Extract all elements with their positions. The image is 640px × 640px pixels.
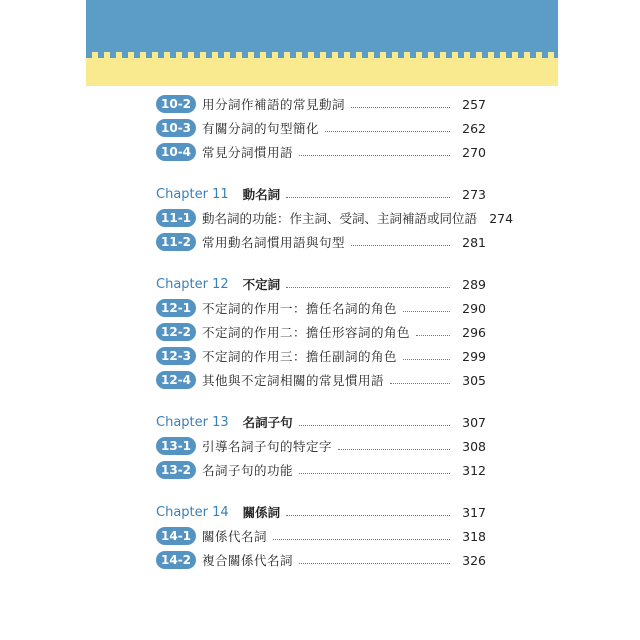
chapter-title: 動名詞 [242, 187, 281, 202]
toc-chapter-row[interactable] [156, 410, 486, 434]
dot-leader [351, 106, 450, 108]
chapter-title: 關係詞 [242, 505, 281, 520]
header-band-edge [86, 52, 558, 58]
section-number-badge: 14-2 [156, 551, 196, 569]
page-number: 318 [462, 528, 486, 544]
toc-section-row[interactable] [156, 434, 486, 458]
dot-leader [403, 358, 450, 360]
dot-leader [286, 196, 450, 198]
section-number-badge: 10-2 [156, 95, 196, 113]
dot-leader [325, 130, 450, 132]
chapter-label: Chapter 12 [156, 276, 229, 292]
group-spacer [156, 482, 486, 500]
toc-section-row[interactable] [156, 206, 514, 230]
dot-leader [286, 514, 450, 516]
section-number-badge: 13-2 [156, 461, 196, 479]
chapter-label: Chapter 11 [156, 186, 229, 202]
header-yellow-band [86, 54, 558, 86]
page-number: 274 [489, 210, 514, 226]
chapter-label: Chapter 14 [156, 504, 229, 520]
section-number-badge: 12-3 [156, 347, 196, 365]
toc-chapter-row[interactable] [156, 500, 486, 524]
toc-section-row[interactable] [156, 116, 486, 140]
section-title: 不定詞的作用二：擔任形容詞的角色 [202, 325, 411, 340]
section-title: 常見分詞慣用語 [202, 145, 294, 160]
dot-leader [416, 334, 450, 336]
section-title: 名詞子句的功能 [202, 463, 294, 478]
dot-leader [299, 562, 450, 564]
section-number-badge: 14-1 [156, 527, 196, 545]
group-spacer [156, 164, 486, 182]
page-number: 290 [462, 300, 486, 316]
section-number-badge: 11-2 [156, 233, 196, 251]
page-number: 308 [462, 438, 486, 454]
toc-section-row[interactable] [156, 140, 486, 164]
toc-section-row[interactable] [156, 524, 486, 548]
page-number: 281 [462, 234, 486, 250]
section-title: 常用動名詞慣用語與句型 [202, 235, 346, 250]
page-number: 312 [462, 462, 486, 478]
toc-section-row[interactable] [156, 296, 486, 320]
page-number: 289 [462, 276, 486, 292]
dot-leader [299, 154, 450, 156]
group-spacer [156, 392, 486, 410]
toc-section-row[interactable] [156, 368, 486, 392]
section-title: 不定詞的作用一：擔任名詞的角色 [202, 301, 398, 316]
page-number: 296 [462, 324, 486, 340]
section-title: 動名詞的功能：作主詞、受詞、主詞補語或同位語 [202, 211, 478, 226]
section-title: 關係代名詞 [202, 529, 268, 544]
chapter-title: 名詞子句 [242, 415, 293, 430]
section-number-badge: 12-2 [156, 323, 196, 341]
toc-chapter-row[interactable] [156, 182, 486, 206]
toc-section-row[interactable] [156, 344, 486, 368]
section-title: 其他與不定詞相關的常見慣用語 [202, 373, 385, 388]
page-number: 273 [462, 186, 486, 202]
section-number-badge: 12-1 [156, 299, 196, 317]
section-number-badge: 10-3 [156, 119, 196, 137]
dot-leader [338, 448, 450, 450]
page-number: 262 [462, 120, 486, 136]
page-number: 299 [462, 348, 486, 364]
group-spacer [156, 254, 486, 272]
dot-leader [403, 310, 450, 312]
dot-leader [351, 244, 450, 246]
dot-leader [299, 472, 450, 474]
section-number-badge: 10-4 [156, 143, 196, 161]
dot-leader [390, 382, 450, 384]
page-number: 257 [462, 96, 486, 112]
page-number: 307 [462, 414, 486, 430]
section-number-badge: 13-1 [156, 437, 196, 455]
dot-leader [273, 538, 450, 540]
page-number: 326 [462, 552, 486, 568]
toc-section-row[interactable] [156, 92, 486, 116]
table-of-contents [156, 92, 514, 572]
dot-leader [299, 424, 450, 426]
page-number: 317 [462, 504, 486, 520]
section-title: 用分詞作補語的常見動詞 [202, 97, 346, 112]
chapter-title: 不定詞 [242, 277, 281, 292]
section-title: 有關分詞的句型簡化 [202, 121, 320, 136]
section-number-badge: 12-4 [156, 371, 196, 389]
header-blue-band [86, 0, 558, 58]
section-title: 複合關係代名詞 [202, 553, 294, 568]
toc-section-row[interactable] [156, 230, 486, 254]
chapter-label: Chapter 13 [156, 414, 229, 430]
section-title: 引導名詞子句的特定字 [202, 439, 333, 454]
page-number: 270 [462, 144, 486, 160]
dot-leader [286, 286, 450, 288]
toc-section-row[interactable] [156, 548, 486, 572]
page-number: 305 [462, 372, 486, 388]
section-title: 不定詞的作用三：擔任副詞的角色 [202, 349, 398, 364]
toc-chapter-row[interactable] [156, 272, 486, 296]
toc-section-row[interactable] [156, 458, 486, 482]
toc-section-row[interactable] [156, 320, 486, 344]
section-number-badge: 11-1 [156, 209, 196, 227]
